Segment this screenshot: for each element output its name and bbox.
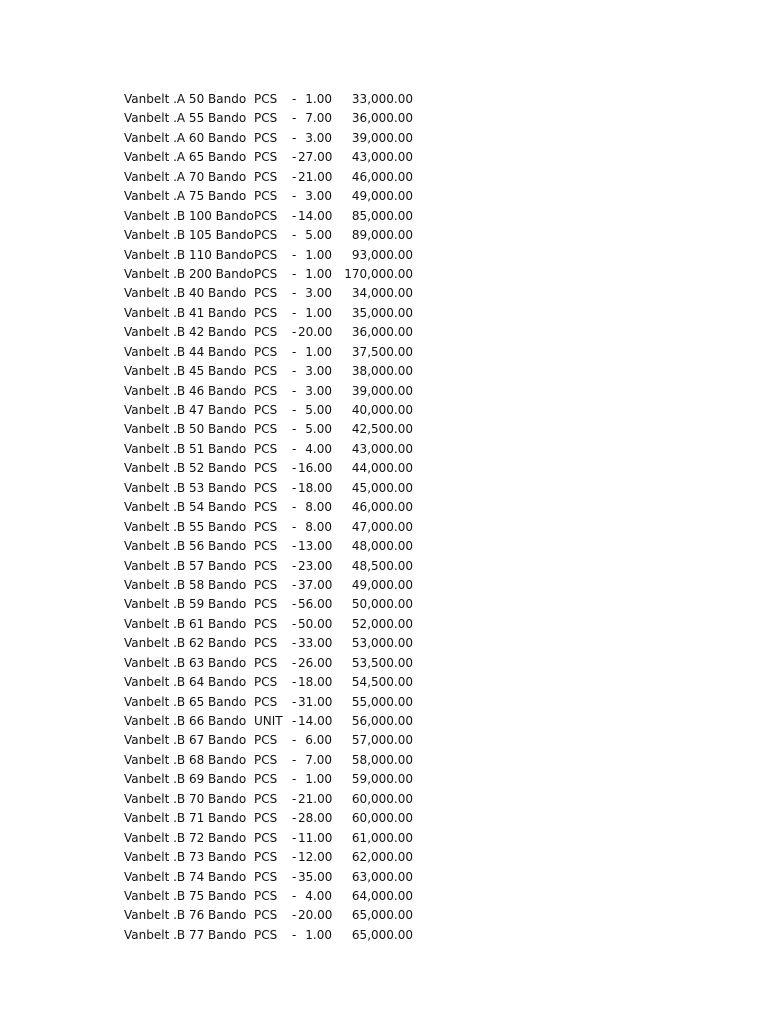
item-price: 44,000.00 (351, 461, 413, 476)
price-list-table (124, 90, 424, 945)
item-quantity: 37.00 (298, 577, 333, 592)
item-quantity: 31.00 (298, 694, 333, 709)
item-quantity: 35.00 (298, 869, 333, 884)
item-price: 49,000.00 (351, 577, 413, 592)
item-name: Vanbelt .B 70 Bando (124, 791, 247, 806)
table-row (124, 518, 424, 537)
item-quantity: 7.00 (305, 111, 332, 126)
item-name: Vanbelt .B 75 Bando (124, 888, 247, 903)
item-unit: PCS (254, 811, 278, 826)
table-row (124, 537, 424, 556)
item-name: Vanbelt .B 46 Bando (124, 383, 247, 398)
item-price: 52,000.00 (351, 616, 413, 631)
item-name: Vanbelt .B 53 Bando (124, 480, 247, 495)
item-name: Vanbelt .B 100 Bando (124, 208, 254, 223)
item-unit: PCS (254, 616, 278, 631)
item-name: Vanbelt .B 200 Bando (124, 266, 254, 281)
item-unit: PCS (254, 597, 278, 612)
item-quantity: 28.00 (298, 811, 333, 826)
item-separator: - (292, 616, 297, 631)
item-separator: - (292, 888, 297, 903)
item-price: 61,000.00 (351, 830, 413, 845)
item-name: Vanbelt .B 41 Bando (124, 305, 247, 320)
item-separator: - (292, 636, 297, 651)
item-price: 36,000.00 (351, 325, 413, 340)
table-row (124, 479, 424, 498)
item-quantity: 1.00 (305, 772, 332, 787)
item-name: Vanbelt .B 68 Bando (124, 752, 247, 767)
item-quantity: 3.00 (305, 286, 332, 301)
item-separator: - (292, 655, 297, 670)
item-name: Vanbelt .B 110 Bando (124, 247, 254, 262)
item-price: 58,000.00 (351, 752, 413, 767)
item-quantity: 56.00 (298, 597, 333, 612)
item-unit: PCS (254, 830, 278, 845)
item-separator: - (292, 675, 297, 690)
item-quantity: 8.00 (305, 519, 332, 534)
table-row (124, 246, 424, 265)
table-row (124, 906, 424, 925)
item-unit: PCS (254, 441, 278, 456)
item-unit: PCS (254, 266, 278, 281)
item-price: 33,000.00 (351, 92, 413, 106)
item-price: 55,000.00 (351, 694, 413, 709)
item-quantity: 50.00 (298, 616, 333, 631)
item-unit: PCS (254, 791, 278, 806)
item-name: Vanbelt .A 55 Bando (124, 111, 247, 126)
item-price: 60,000.00 (351, 811, 413, 826)
item-quantity: 1.00 (305, 927, 332, 942)
item-unit: PCS (254, 169, 278, 184)
item-unit: PCS (254, 908, 278, 923)
table-row (124, 595, 424, 614)
item-separator: - (292, 714, 297, 728)
item-separator: - (292, 111, 297, 126)
item-separator: - (292, 92, 297, 106)
item-name: Vanbelt .B 40 Bando (124, 286, 247, 301)
item-price: 49,000.00 (351, 189, 413, 204)
item-price: 89,000.00 (351, 228, 413, 243)
item-quantity: 1.00 (305, 247, 332, 262)
item-price: 65,000.00 (351, 927, 413, 942)
item-separator: - (292, 305, 297, 320)
item-name: Vanbelt .B 55 Bando (124, 519, 247, 534)
item-unit: PCS (254, 655, 278, 670)
item-unit: PCS (254, 733, 278, 748)
item-separator: - (292, 383, 297, 398)
item-name: Vanbelt .B 73 Bando (124, 850, 247, 865)
item-quantity: 20.00 (298, 325, 333, 340)
table-row (124, 148, 424, 167)
item-price: 39,000.00 (351, 130, 413, 145)
item-price: 43,000.00 (351, 441, 413, 456)
item-price: 45,000.00 (351, 480, 413, 495)
item-separator: - (292, 325, 297, 340)
item-price: 53,500.00 (351, 655, 413, 670)
table-row (124, 576, 424, 595)
item-price: 48,000.00 (351, 539, 413, 554)
item-quantity: 5.00 (305, 403, 332, 417)
item-separator: - (292, 519, 297, 534)
item-unit: PCS (254, 286, 278, 301)
item-quantity: 18.00 (298, 675, 333, 690)
item-separator: - (292, 364, 297, 379)
item-name: Vanbelt .B 52 Bando (124, 461, 247, 476)
item-price: 60,000.00 (351, 791, 413, 806)
item-separator: - (292, 480, 297, 495)
item-price: 53,000.00 (351, 636, 413, 651)
table-row (124, 848, 424, 867)
item-quantity: 12.00 (298, 850, 333, 865)
item-name: Vanbelt .B 69 Bando (124, 772, 247, 787)
item-name: Vanbelt .B 57 Bando (124, 558, 247, 573)
item-price: 42,500.00 (351, 422, 413, 437)
item-unit: PCS (254, 539, 278, 554)
item-name: Vanbelt .B 65 Bando (124, 694, 247, 709)
item-name: Vanbelt .B 50 Bando (124, 422, 247, 437)
item-quantity: 26.00 (298, 655, 333, 670)
item-price: 63,000.00 (351, 869, 413, 884)
item-unit: PCS (254, 325, 278, 340)
item-name: Vanbelt .A 50 Bando (124, 92, 247, 106)
item-unit: PCS (254, 675, 278, 690)
item-quantity: 6.00 (305, 733, 332, 748)
item-quantity: 8.00 (305, 500, 332, 515)
item-unit: PCS (254, 888, 278, 903)
item-quantity: 18.00 (298, 480, 333, 495)
item-separator: - (292, 772, 297, 787)
item-price: 43,000.00 (351, 150, 413, 165)
item-quantity: 3.00 (305, 130, 332, 145)
item-unit: PCS (254, 461, 278, 476)
item-quantity: 5.00 (305, 422, 332, 437)
item-separator: - (292, 733, 297, 748)
item-quantity: 14.00 (298, 208, 333, 223)
item-name: Vanbelt .B 77 Bando (124, 927, 247, 942)
item-unit: PCS (254, 480, 278, 495)
item-name: Vanbelt .A 65 Bando (124, 150, 247, 165)
item-name: Vanbelt .A 75 Bando (124, 189, 247, 204)
item-quantity: 21.00 (298, 169, 333, 184)
table-row (124, 809, 424, 828)
table-row (124, 459, 424, 478)
item-separator: - (292, 228, 297, 243)
item-separator: - (292, 850, 297, 865)
item-price: 46,000.00 (351, 500, 413, 515)
item-quantity: 3.00 (305, 189, 332, 204)
item-separator: - (292, 441, 297, 456)
item-separator: - (292, 344, 297, 359)
item-price: 85,000.00 (351, 208, 413, 223)
item-quantity: 4.00 (305, 888, 332, 903)
table-row (124, 731, 424, 750)
item-unit: PCS (254, 694, 278, 709)
item-unit: PCS (254, 305, 278, 320)
item-separator: - (292, 130, 297, 145)
item-price: 39,000.00 (351, 383, 413, 398)
item-unit: PCS (254, 92, 278, 106)
item-separator: - (292, 208, 297, 223)
item-unit: PCS (254, 519, 278, 534)
table-row (124, 284, 424, 303)
item-unit: UNIT (254, 714, 283, 728)
table-row (124, 673, 424, 692)
item-separator: - (292, 539, 297, 554)
item-quantity: 3.00 (305, 383, 332, 398)
item-quantity: 16.00 (298, 461, 333, 476)
item-quantity: 4.00 (305, 441, 332, 456)
item-separator: - (292, 461, 297, 476)
item-separator: - (292, 908, 297, 923)
table-row (124, 323, 424, 342)
item-price: 36,000.00 (351, 111, 413, 126)
item-price: 62,000.00 (351, 850, 413, 865)
item-name: Vanbelt .B 44 Bando (124, 344, 247, 359)
item-separator: - (292, 694, 297, 709)
table-row (124, 226, 424, 245)
item-quantity: 33.00 (298, 636, 333, 651)
item-name: Vanbelt .B 58 Bando (124, 577, 247, 592)
item-quantity: 13.00 (298, 539, 333, 554)
item-unit: PCS (254, 752, 278, 767)
item-price: 37,500.00 (351, 344, 413, 359)
item-quantity: 27.00 (298, 150, 333, 165)
table-row (124, 420, 424, 439)
item-name: Vanbelt .A 70 Bando (124, 169, 247, 184)
item-name: Vanbelt .B 54 Bando (124, 500, 247, 515)
item-separator: - (292, 150, 297, 165)
item-quantity: 1.00 (305, 266, 332, 281)
item-name: Vanbelt .B 105 Bando (124, 228, 254, 243)
item-name: Vanbelt .B 59 Bando (124, 597, 247, 612)
item-separator: - (292, 286, 297, 301)
item-separator: - (292, 189, 297, 204)
item-name: Vanbelt .B 64 Bando (124, 675, 247, 690)
item-name: Vanbelt .B 71 Bando (124, 811, 247, 826)
table-row (124, 829, 424, 848)
item-unit: PCS (254, 577, 278, 592)
item-price: 93,000.00 (351, 247, 413, 262)
table-row (124, 440, 424, 459)
table-row (124, 168, 424, 187)
item-quantity: 7.00 (305, 752, 332, 767)
item-price: 65,000.00 (351, 908, 413, 923)
item-unit: PCS (254, 208, 278, 223)
item-unit: PCS (254, 422, 278, 437)
item-unit: PCS (254, 111, 278, 126)
item-price: 170,000.00 (344, 266, 413, 281)
item-price: 64,000.00 (351, 888, 413, 903)
item-name: Vanbelt .B 45 Bando (124, 364, 247, 379)
item-quantity: 1.00 (305, 92, 332, 106)
item-quantity: 11.00 (298, 830, 333, 845)
table-row (124, 751, 424, 770)
item-unit: PCS (254, 636, 278, 651)
table-row (124, 868, 424, 887)
item-unit: PCS (254, 130, 278, 145)
item-name: Vanbelt .B 62 Bando (124, 636, 247, 651)
item-separator: - (292, 811, 297, 826)
table-row (124, 790, 424, 809)
item-name: Vanbelt .B 47 Bando (124, 403, 247, 417)
table-row (124, 887, 424, 906)
item-separator: - (292, 752, 297, 767)
item-separator: - (292, 266, 297, 281)
table-row (124, 926, 424, 945)
item-price: 35,000.00 (351, 305, 413, 320)
item-separator: - (292, 558, 297, 573)
item-price: 46,000.00 (351, 169, 413, 184)
item-unit: PCS (254, 247, 278, 262)
item-unit: PCS (254, 869, 278, 884)
table-row (124, 712, 424, 731)
item-quantity: 20.00 (298, 908, 333, 923)
item-quantity: 3.00 (305, 364, 332, 379)
item-separator: - (292, 500, 297, 515)
item-price: 54,500.00 (351, 675, 413, 690)
item-separator: - (292, 597, 297, 612)
item-separator: - (292, 403, 297, 417)
item-quantity: 1.00 (305, 344, 332, 359)
table-row (124, 207, 424, 226)
item-price: 59,000.00 (351, 772, 413, 787)
item-name: Vanbelt .A 60 Bando (124, 130, 247, 145)
item-name: Vanbelt .B 56 Bando (124, 539, 247, 554)
item-price: 34,000.00 (351, 286, 413, 301)
item-name: Vanbelt .B 67 Bando (124, 733, 247, 748)
item-price: 56,000.00 (351, 714, 413, 728)
item-price: 50,000.00 (351, 597, 413, 612)
item-price: 57,000.00 (351, 733, 413, 748)
item-name: Vanbelt .B 76 Bando (124, 908, 247, 923)
item-name: Vanbelt .B 66 Bando (124, 714, 247, 728)
item-separator: - (292, 169, 297, 184)
item-price: 48,500.00 (351, 558, 413, 573)
item-quantity: 21.00 (298, 791, 333, 806)
item-name: Vanbelt .B 63 Bando (124, 655, 247, 670)
table-row (124, 265, 424, 284)
item-name: Vanbelt .B 61 Bando (124, 616, 247, 631)
item-separator: - (292, 869, 297, 884)
item-separator: - (292, 577, 297, 592)
table-row (124, 304, 424, 323)
table-row (124, 343, 424, 362)
item-unit: PCS (254, 344, 278, 359)
table-row (124, 109, 424, 128)
item-unit: PCS (254, 228, 278, 243)
table-row (124, 615, 424, 634)
item-separator: - (292, 791, 297, 806)
item-price: 38,000.00 (351, 364, 413, 379)
table-row (124, 634, 424, 653)
item-unit: PCS (254, 500, 278, 515)
table-row (124, 401, 424, 420)
table-row (124, 654, 424, 673)
table-row (124, 557, 424, 576)
table-row (124, 187, 424, 206)
item-unit: PCS (254, 772, 278, 787)
item-name: Vanbelt .B 51 Bando (124, 441, 247, 456)
item-unit: PCS (254, 403, 278, 417)
item-name: Vanbelt .B 74 Bando (124, 869, 247, 884)
item-separator: - (292, 422, 297, 437)
table-row (124, 90, 424, 109)
item-unit: PCS (254, 927, 278, 942)
item-unit: PCS (254, 850, 278, 865)
item-quantity: 23.00 (298, 558, 333, 573)
item-quantity: 5.00 (305, 228, 332, 243)
item-unit: PCS (254, 383, 278, 398)
table-row (124, 362, 424, 381)
item-unit: PCS (254, 364, 278, 379)
item-unit: PCS (254, 189, 278, 204)
item-unit: PCS (254, 558, 278, 573)
item-price: 47,000.00 (351, 519, 413, 534)
table-row (124, 498, 424, 517)
item-unit: PCS (254, 150, 278, 165)
item-separator: - (292, 830, 297, 845)
table-row (124, 129, 424, 148)
item-quantity: 1.00 (305, 305, 332, 320)
item-separator: - (292, 927, 297, 942)
table-row (124, 770, 424, 789)
table-row (124, 382, 424, 401)
item-price: 40,000.00 (351, 403, 413, 417)
item-separator: - (292, 247, 297, 262)
table-row (124, 693, 424, 712)
item-quantity: 14.00 (298, 714, 333, 728)
item-name: Vanbelt .B 72 Bando (124, 830, 247, 845)
item-name: Vanbelt .B 42 Bando (124, 325, 247, 340)
